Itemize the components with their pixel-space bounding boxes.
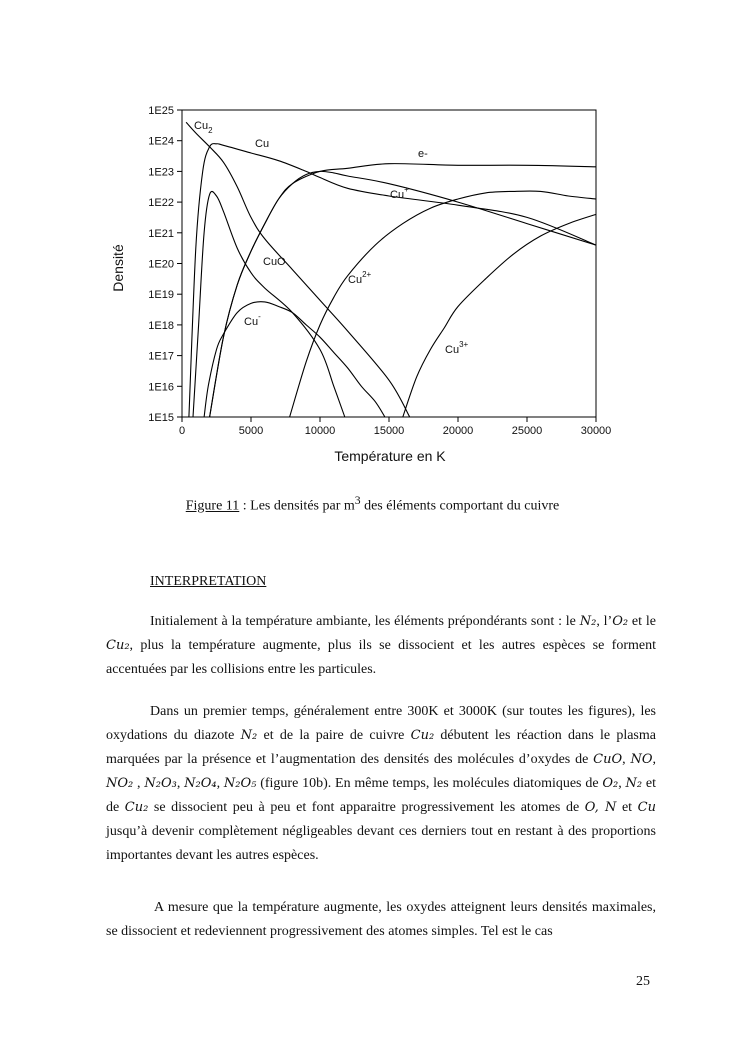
plot-area: [182, 110, 596, 417]
page-number: 25: [636, 974, 650, 989]
caption-sup: 3: [354, 494, 361, 507]
caption-text-after: des éléments comportant du cuivre: [360, 498, 560, 514]
caption-text-before: : Les densités par m: [239, 498, 355, 514]
y-axis-title: Densité: [110, 244, 126, 292]
y-tick-label: 1E22: [148, 197, 174, 210]
series-line-Cu+: [210, 171, 596, 417]
x-tick-label: 5000: [238, 425, 264, 437]
x-tick-label: 25000: [511, 425, 543, 437]
y-tick-label: 1E15: [148, 412, 174, 424]
figure-caption: [0, 494, 745, 515]
series-line-Cu2+: [290, 191, 596, 417]
series-layer: [186, 122, 596, 417]
series-label-Cu-: Cu-: [244, 312, 261, 328]
x-tick-label: 10000: [304, 425, 336, 437]
x-axis-title: Température en K: [334, 448, 446, 464]
plot-frame: [182, 110, 596, 417]
section-heading: INTERPRETATION: [150, 574, 267, 589]
series-line-CuO: [193, 191, 345, 417]
y-tick-label: 1E21: [148, 227, 174, 240]
x-tick-label: 15000: [373, 425, 405, 437]
series-label-e-: e-: [418, 148, 428, 160]
series-label-Cu+: Cu+: [390, 185, 409, 201]
density-chart: [100, 95, 630, 480]
math-Cu2: Cu₂: [106, 638, 130, 653]
series-label-Cu2: $Cu_2$: [194, 120, 213, 135]
y-tick-label: 1E18: [148, 319, 174, 332]
series-label-Cu: Cu: [255, 138, 270, 150]
y-tick-label: 1E23: [148, 166, 174, 179]
figure-reference: Figure 11: [185, 498, 240, 514]
y-tick-label: 1E20: [148, 258, 174, 271]
paragraph-3: A mesure que la température augmente, les oxydes atteignent leurs densités maximales, se dissocient et redeviennent progressivement des atomes simples. Tel est le cas: [106, 900, 656, 939]
series-line-Cu3+: [403, 214, 596, 417]
series-labels: [194, 120, 469, 356]
paragraph-1: Initialement à la température ambiante, les éléments prépondérants sont : le N₂, l’O₂ et le Cu₂, plus la température augmente, plus ils se dissocient et les autres espèces se forment accentuées par les collisions entre les particules.: [106, 614, 656, 677]
series-line-Cu2: [186, 122, 410, 417]
paragraph-2: Dans un premier temps, généralement entre 300K et 3000K (sur toutes les figures), les oxydations du diazote N₂ et de la paire de cuivre Cu₂ débutent les réaction dans le plasma marquées par la présence et l’augmentation des densités des molécules d’oxydes de CuO, NO, NO₂ , N₂O₃, N₂O₄, N₂O₅ (figure 10b). En même temps, les molécules diatomiques de O₂, N₂ et de Cu₂ se dissocient peu à peu et font apparaitre progressivement les atomes de O, N et Cu jusqu’à devenir complètement négligeables devant ces derniers tout en restant à des proportions importantes devant les autres espèces.: [106, 704, 657, 863]
series-label-Cu2+: $Cu^{2+}$: [348, 270, 372, 286]
y-tick-label: 1E25: [148, 105, 174, 117]
math-N2: N₂: [579, 614, 597, 629]
y-tick-label: 1E19: [148, 289, 174, 302]
x-tick-label: 30000: [580, 425, 612, 437]
series-label-Cu3+: $Cu^{3+}$: [445, 340, 469, 356]
x-tick-label: 0: [178, 425, 186, 437]
math-O2: O₂: [612, 614, 629, 629]
y-tick-label: 1E17: [148, 350, 174, 363]
x-tick-label: 20000: [442, 425, 474, 437]
y-tick-label: 1E16: [148, 381, 174, 394]
series-label-CuO: CuO: [263, 256, 286, 268]
y-tick-label: 1E24: [148, 135, 174, 148]
